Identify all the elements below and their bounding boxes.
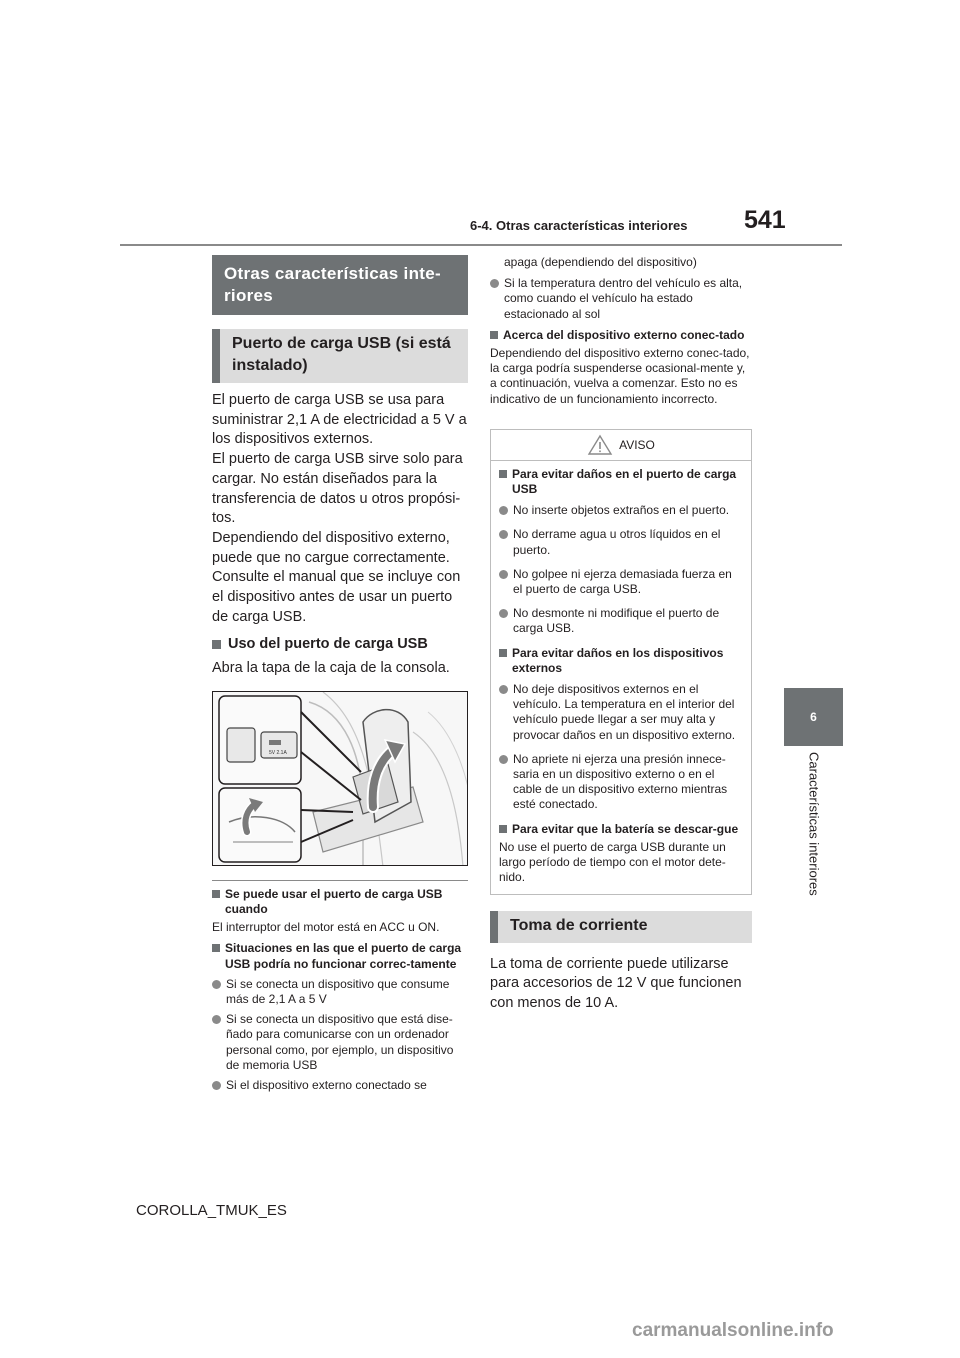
round-bullet-icon: [212, 1015, 221, 1024]
subsection-heading-power: Toma de corriente: [490, 911, 752, 943]
section-title: 6-4. Otras características interiores: [470, 218, 688, 233]
usage-heading: Uso del puerto de carga USB: [212, 635, 468, 655]
watermark: carmanualsonline.info: [632, 1320, 834, 1341]
notice-header: [491, 430, 751, 461]
list-item: Si se conecta un dispositivo que consume más de 2,1 A a 5 V: [212, 977, 468, 1007]
list-item: Si se conecta un dispositivo que está dise-ñado para comunicarse con un ordenador personal como, por ejemplo, un dispositivo de memoria USB: [212, 1012, 468, 1073]
round-bullet-icon: [499, 685, 508, 694]
intro-paragraph: El puerto de carga USB se usa para suministrar 2,1 A de electricidad a 5 V a los dispositivos externos.: [212, 392, 467, 448]
list-item: Si el dispositivo externo conectado se: [212, 1078, 468, 1093]
power-text: La toma de corriente puede utilizarse para accesorios de 12 V que funcionen con menos de 10 A.: [490, 955, 742, 1011]
list-item: No inserte objetos extraños en el puerto.: [499, 503, 743, 518]
notice-label: AVISO: [619, 437, 655, 452]
chapter-tab[interactable]: [784, 688, 843, 746]
intro-paragraph: El puerto de carga USB sirve solo para cargar. No están diseñados para la transferencia de datos u otros propósi-tos.: [212, 451, 463, 527]
chapter-number: 6: [810, 710, 817, 724]
intro-paragraph: Dependiendo del dispositivo externo, puede que no cargue correctamente. Consulte el manual que se incluye con el dispositivo antes de usar un puerto de carga USB.: [212, 529, 461, 625]
note1-text: El interruptor del motor está en ACC u ON.: [212, 920, 440, 935]
notice-heading: Para evitar daños en el puerto de carga USB: [499, 467, 743, 497]
round-bullet-icon: [499, 530, 508, 539]
note2-heading: Situaciones en las que el puerto de carga USB podría no funcionar correc-tamente: [212, 941, 468, 971]
device-heading: Acerca del dispositivo externo conec-tado: [490, 328, 752, 343]
section-heading-dark: Otras características inte-riores: [212, 255, 468, 315]
square-bullet-icon: [499, 825, 507, 833]
subsection-heading-usb: Puerto de carga USB (si está instalado): [212, 329, 468, 383]
model-code: COROLLA_TMUK_ES: [136, 1202, 287, 1219]
intro-text: [212, 391, 468, 627]
round-bullet-icon: [499, 570, 508, 579]
square-bullet-icon: [499, 649, 507, 657]
round-bullet-icon: [499, 506, 508, 515]
continued-text: apaga (dependiendo del dispositivo): [504, 255, 697, 269]
device-text: Dependiendo del dispositivo externo conec-tado, la carga podría suspenderse ocasional-mente y, a continuación, vuelva a comenzar. Esto no es indicativo de un funcionamiento incorrecto.: [490, 346, 750, 406]
round-bullet-icon: [499, 755, 508, 764]
note1-heading: Se puede usar el puerto de carga USB cuando: [212, 887, 468, 917]
chapter-label-text: Características interiores: [806, 752, 821, 896]
left-column: [212, 255, 468, 1093]
square-bullet-icon: [499, 470, 507, 478]
notice-box: [490, 429, 752, 895]
console-illustration: [212, 691, 468, 866]
notice-text: No use el puerto de carga USB durante un largo período de tiempo con el motor dete-nido.: [499, 839, 726, 885]
header-divider: [120, 244, 842, 246]
list-item: No apriete ni ejerza una presión innece-saria en un dispositivo externo o en el cable de un dispositivo externo mientras esté conectado.: [499, 752, 743, 813]
console-drawing: [213, 692, 468, 866]
square-bullet-icon: [212, 944, 220, 952]
list-item: No desmonte ni modifique el puerto de carga USB.: [499, 606, 743, 636]
square-bullet-icon: [212, 890, 220, 898]
round-bullet-icon: [499, 609, 508, 618]
page-number: 541: [744, 206, 786, 234]
list-item: No derrame agua u otros líquidos en el puerto.: [499, 527, 743, 557]
port-label: 5V 2.1A: [269, 749, 287, 756]
notice-heading: Para evitar daños en los dispositivos externos: [499, 646, 743, 676]
right-column: [490, 255, 752, 1014]
round-bullet-icon: [212, 1081, 221, 1090]
usage-text: Abra la tapa de la caja de la consola.: [212, 660, 450, 677]
warning-triangle-icon: [587, 434, 613, 456]
round-bullet-icon: [212, 980, 221, 989]
chapter-label: [784, 752, 843, 912]
list-item: No golpee ni ejerza demasiada fuerza en el puerto de carga USB.: [499, 567, 743, 597]
notice-heading: Para evitar que la batería se descar-gue: [499, 822, 743, 837]
list-item: Si la temperatura dentro del vehículo es alta, como cuando el vehículo ha estado estacionado al sol: [490, 276, 752, 322]
square-bullet-icon: [490, 331, 498, 339]
notice-content: [491, 461, 751, 894]
square-bullet-icon: [212, 640, 221, 649]
round-bullet-icon: [490, 279, 499, 288]
list-item: No deje dispositivos externos en el vehículo. La temperatura en el interior del vehículo puede llegar a ser muy alta y provocar daños en un dispositivo externo.: [499, 682, 743, 743]
